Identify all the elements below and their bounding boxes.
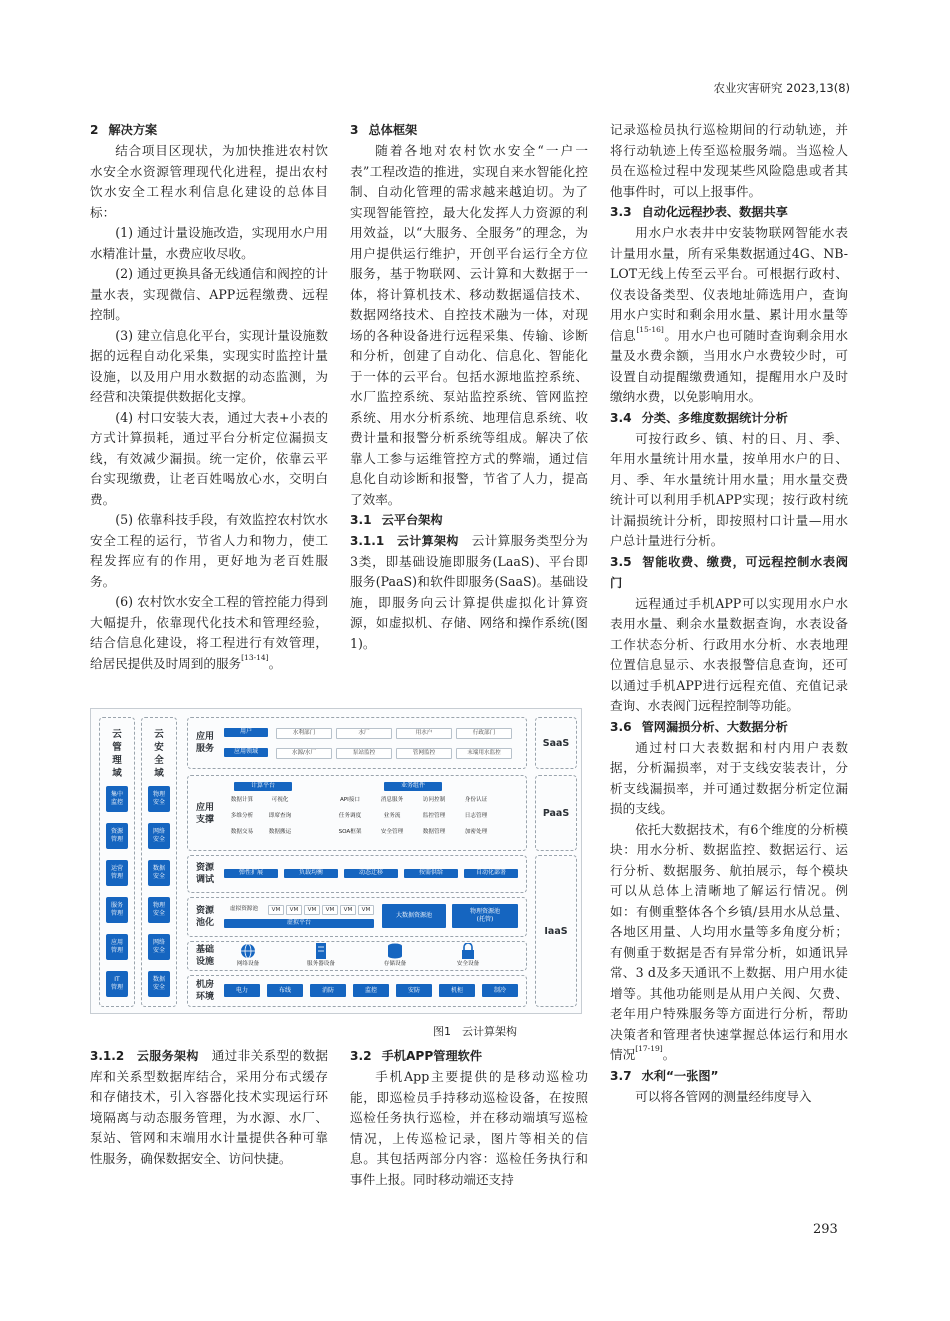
- layer-name-part: 调试: [195, 875, 214, 885]
- citation: [13-14]: [241, 652, 269, 662]
- compute-item: 数据搬运: [268, 829, 292, 835]
- compute-platform-title: 计算平台: [234, 782, 292, 791]
- component-item: 数据管理: [422, 829, 446, 835]
- section-title: 解决方案: [108, 123, 158, 137]
- title-char: 域: [154, 768, 164, 779]
- domain-item: 末端用水监控: [456, 748, 512, 759]
- title-char: 管: [112, 742, 122, 753]
- paragraph-text: 通过非关系型的数据库和关系型数据库结合，采用分布式缓存和存储技术，引入容器化技术实现运行环境隔离与动态服务管理，为水源、水厂、泵站、管网和末端用水计量提供各种可靠性服务，确保数据安全、访问快捷。: [90, 1048, 329, 1166]
- component-item: 访问控制: [422, 797, 446, 803]
- layer-name-part: 资源: [195, 863, 214, 873]
- column-1: [90, 120, 328, 674]
- infra-label: 网络设备: [236, 961, 260, 967]
- section-3-3-heading: [610, 202, 848, 223]
- section-number: 3.2: [350, 1049, 372, 1063]
- title-char: 全: [154, 755, 164, 766]
- section-number: 3: [350, 123, 359, 137]
- infra-label: 存储设备: [383, 961, 407, 967]
- domain-item: 泵站监控: [336, 748, 392, 759]
- component-item: 消息服务: [380, 797, 404, 803]
- layer-application-service: [187, 717, 527, 769]
- title-char: 安: [154, 742, 164, 753]
- section-2-heading: [90, 120, 328, 141]
- section-number: 3.3: [610, 205, 632, 219]
- physical-pool: 物理资源池 (托管): [452, 904, 518, 928]
- paragraph-text: 用水户水表井中安装物联网智能水表计量用水量，所有采集数据通过4G、NB-LOT无线上传至云平台。可根据行政村、仪表设备类型、仪表地址筛选用户，查询用水户实时和剩余用水量、累计用水量等信息: [610, 225, 848, 343]
- subsection-label: 3.1.2 云服务架构: [90, 1049, 199, 1063]
- infra-label: 服务器设备: [307, 961, 335, 967]
- paragraph: [610, 223, 848, 408]
- section-3-2-heading: [350, 1046, 588, 1067]
- layer-name: [192, 731, 218, 755]
- section-title: 手机APP管理软件: [381, 1049, 483, 1063]
- section-number: 3.7: [610, 1068, 632, 1083]
- bottom-column-2: [350, 1046, 588, 1190]
- layer-name-part: 基础: [195, 945, 214, 955]
- user-item: 水利部门: [276, 728, 332, 739]
- component-item: SOA框架: [338, 829, 362, 835]
- column-2: [350, 120, 588, 654]
- component-item: 安全管理: [380, 829, 404, 835]
- room-item: 安防: [396, 984, 432, 997]
- paragraph: (5) 依靠科技手段，有效监控农村饮水安全工程的运行，节省人力和物力，使工程发挥应有的作用，更好地为老百姓服务。: [90, 512, 328, 589]
- user-item: 水厂: [336, 728, 392, 739]
- citation: [17-19]: [635, 1044, 663, 1053]
- server-icon: [314, 943, 328, 959]
- paragraph: (4) 村口安装大表，通过大表+小表的方式计算损耗，通过平台分析定位漏损支线，有效减少漏损。统一定价，依靠云平台实现缴费，让老百姓喝放心水，交明白费。: [90, 409, 328, 507]
- figure-caption: 图1 云计算架构: [433, 1025, 517, 1038]
- page-number: 293: [813, 1222, 838, 1237]
- component-item: 身份认证: [464, 797, 488, 803]
- subsection-label: 3.1.1 云计算架构: [350, 534, 459, 548]
- vm-box: VM: [304, 905, 320, 915]
- tier-iaas: IaaS: [535, 855, 577, 1007]
- layer-name-part: 环境: [195, 992, 214, 1002]
- virtual-platform: 虚拟平台: [224, 919, 374, 928]
- user-item: 行政部门: [456, 728, 512, 739]
- security-item: 物理 安全: [148, 897, 170, 923]
- vm-box: VM: [358, 905, 374, 915]
- security-item: 物理 安全: [148, 786, 170, 812]
- schedule-item: 动态迁移: [344, 869, 398, 878]
- lock-icon: [460, 943, 476, 959]
- room-item: 布线: [267, 984, 303, 997]
- schedule-item: 自动化部署: [464, 869, 518, 878]
- section-title: 分类、多维度数据统计分析: [641, 410, 788, 425]
- mgmt-item: 资源 管理: [106, 823, 128, 849]
- paragraph: 手机App主要提供的是移动巡检功能，即巡检员手持移动巡检设备，在按照巡检任务执行巡检，并在移动端填写巡检情况，上传巡检记录，图片等相关的信息。其包括两部分内容：巡检任务执行和事件上报。同时移动端还支持: [350, 1069, 588, 1187]
- bigdata-pool: 大数据资源池: [382, 904, 446, 928]
- title-char: 域: [112, 768, 122, 779]
- layer-infrastructure: [187, 941, 527, 971]
- paragraph: (3) 建立信息化平台，实现计量设施数据的远程自动化采集，实现实时监控计量设施，以及用户用水数据的动态监测，为经营和决策提供数据化支撑。: [90, 327, 328, 404]
- component-item: 加密处理: [464, 829, 488, 835]
- domain-title: [142, 728, 176, 780]
- component-item: API接口: [339, 797, 361, 803]
- paragraph: 可以将各管网的测量经纬度导入: [635, 1088, 812, 1104]
- component-item: 任务调度: [338, 813, 362, 819]
- cloud-security-domain: [141, 717, 177, 1007]
- vm-box: VM: [322, 905, 338, 915]
- vm-box: VM: [340, 905, 356, 915]
- room-item: 制冷: [482, 984, 518, 997]
- compute-item: 多维分析: [230, 813, 254, 819]
- layer-name-part: 资源: [195, 906, 214, 916]
- paragraph: 记录巡检员执行巡检期间的行动轨迹，并将行动轨迹上传至巡检服务端。当巡检人员在巡检过程中发现某些风险隐患或者其他事件时，可以上报事件。: [610, 122, 848, 199]
- column-3: [610, 120, 848, 1107]
- paragraph-end: 。: [662, 1047, 676, 1062]
- paragraph-text: (6) 农村饮水安全工程的管控能力得到大幅提升，依靠现代化技术和管理经验，结合信息化建设，将工程进行有效管理，给居民提供及时周到的服务: [90, 594, 328, 671]
- security-item: 数据 安全: [148, 860, 170, 886]
- security-item: 网络 安全: [148, 934, 170, 960]
- layer-name-part: 服务: [195, 744, 214, 754]
- user-item: 用水户: [396, 728, 452, 739]
- component-item: 业务流: [383, 813, 401, 819]
- paragraph: (1) 通过计量设施改造，实现用水户用水精准计量，水费应收尽收。: [90, 225, 328, 261]
- layer-name: [192, 944, 218, 968]
- mgmt-item: 服务 管理: [106, 897, 128, 923]
- section-3-4-heading: [610, 408, 848, 429]
- section-3-7-heading: [610, 1066, 848, 1087]
- domain-item: 管网监控: [396, 748, 452, 759]
- section-title: 云平台架构: [381, 513, 443, 527]
- paragraph-text: 云计算服务类型分为3类，即基础设施即服务(LaaS)、平台即服务(PaaS)和软件即服务(SaaS)。基础设施，即服务向云计算提供虚拟化计算资源，如虚拟机、存储、网络和操作系统(图1)。: [350, 533, 589, 651]
- domain-title: [100, 728, 134, 780]
- compute-item: 数据交易: [230, 829, 254, 835]
- layer-machine-room: [187, 975, 527, 1007]
- section-number: 3.4: [610, 410, 632, 425]
- schedule-item: 弹性扩展: [224, 869, 278, 878]
- section-title: 管网漏损分析、大数据分析: [641, 719, 788, 734]
- compute-item: 数据计算: [230, 797, 254, 803]
- cloud-management-domain: [99, 717, 135, 1007]
- domain-label: 应用领域: [224, 748, 268, 757]
- business-component-title: 业务组件: [384, 782, 442, 791]
- room-item: 机柜: [439, 984, 475, 997]
- schedule-item: 负载均衡: [284, 869, 338, 878]
- section-title: 水利“一张图”: [641, 1068, 719, 1083]
- layer-name-part: 池化: [195, 918, 214, 928]
- title-char: 理: [112, 755, 122, 766]
- layer-name: [192, 802, 218, 826]
- section-3-heading: [350, 120, 588, 141]
- mgmt-item: 集中 监控: [106, 786, 128, 812]
- component-item: 监控管理: [422, 813, 446, 819]
- section-3-5-heading: [610, 552, 848, 594]
- section-title: 自动化远程抄表、数据共享: [641, 205, 788, 219]
- storage-icon: [387, 943, 403, 959]
- paragraph: 远程通过手机APP可以实现用水户水表用水量、剩余水量数据查询，水表设备工作状态分析、行政用水分析、水表地理位置信息显示、水表报警信息查询，还可以通过手机APP进行远程充值、充值记录查询、水表阀门远程控制等功能。: [610, 595, 848, 713]
- section-number: 3.5: [610, 554, 632, 569]
- bottom-column-1: [90, 1046, 328, 1169]
- layer-resource-pooling: [187, 897, 527, 937]
- mgmt-item: 应用 管理: [106, 934, 128, 960]
- figure-cloud-architecture: [90, 708, 582, 1014]
- tier-paas: PaaS: [535, 775, 577, 851]
- paragraph: 通过村口大表数据和村内用户表数据，分析漏损率，对于支线安装表计，分析支线漏损率，并可通过数据分析定位漏损的支线。: [610, 739, 848, 816]
- vm-box: VM: [268, 905, 284, 915]
- paragraph: [90, 1046, 328, 1169]
- paragraph-end: 。用水户也可随时查询剩余用水量及水费余额，当用水户水费较少时，可设置自动提醒缴费通知，提醒用水户及时缴纳水费，以免影响用水。: [610, 327, 849, 404]
- mgmt-item: 运营 管理: [106, 860, 128, 886]
- layer-name: [192, 862, 218, 886]
- section-3-6-heading: [610, 717, 848, 738]
- title-char: 云: [112, 729, 122, 740]
- section-number: 3.1: [350, 513, 372, 527]
- security-item: 网络 安全: [148, 823, 170, 849]
- domain-item: 水源/水厂: [276, 748, 332, 759]
- compute-item: 可视化: [271, 797, 289, 803]
- vm-box: VM: [286, 905, 302, 915]
- paragraph-end: 。: [268, 655, 282, 671]
- infra-label: 安全设备: [456, 961, 480, 967]
- user-label: 用户: [224, 728, 268, 737]
- layer-name: [192, 979, 218, 1003]
- layer-name: [192, 905, 218, 929]
- security-item: 数据 安全: [148, 971, 170, 997]
- layer-name-part: 应用: [195, 803, 214, 813]
- layer-name-part: 设施: [195, 957, 214, 967]
- component-item: 日志管理: [464, 813, 488, 819]
- section-number: 3.6: [610, 719, 632, 734]
- paragraph: (2) 通过更换具备无线通信和阀控的计量水表，实现微信、APP远程缴费、远程控制。: [90, 266, 328, 322]
- section-3-1-heading: [350, 510, 588, 531]
- globe-icon: [240, 943, 256, 959]
- tier-saas: SaaS: [535, 717, 577, 769]
- paragraph: 可按行政乡、镇、村的日、月、季、年用水量统计用水量，按单用水户的日、月、季、年水量统计用水量；用水量交费统计可以利用手机APP实现；按行政村统计漏损统计分析，即按照村口计量—用水户总计量进行分析。: [610, 430, 848, 548]
- paragraph: [350, 531, 588, 654]
- virtual-pool-label: 虚拟资源池: [230, 906, 258, 912]
- title-char: 云: [154, 729, 164, 740]
- paragraph-text: 依托大数据技术，有6个维度的分析模块：用水分析、数据监控、数据运行、运行分析、数据服务、航拍展示，每个模块可以从总体上清晰地了解运行情况。例如：有侧重整体各个乡镇/县用水从总量、各地区用量、人均用水量等多角度分析；有侧重于数据是否有异常分析，如通讯异常、3 d及多天通讯不上数据、用户用水徒增等。其他功能则是从用户关阀、欠费、老年用户特殊服务等方面进行分析，帮助决策者和管理者快速掌握总体运行和用水情况: [610, 821, 848, 1062]
- compute-item: 即席查询: [268, 813, 292, 819]
- schedule-item: 按需供给: [404, 869, 458, 878]
- paragraph: 随着各地对农村饮水安全“一户一表”工程改造的推进，实现自来水智能化控制、自动化管理的需求越来越迫切。为了实现智能管控，最大化发挥人力资源的利用效益，以“大服务、全服务”的理念，为用户提供运行维护，开创平台运行全方位服务，基于物联网、云计算和大数据于一体，将计算机技术、移动数据遥信技术、数据网络技术、自控技术融为一体，对现场的各种设备进行远程采集、传输、诊断和分析，创建了自动化、信息化、智能化于一体的云平台。包括水源地监控系统、水厂监控系统、泵站监控系统、管网监控系统、用水分析系统、地理信息系统、收费计量和报警分析系统等组成。解决了依靠人工参与运维管控方式的弊端，通过信息化自动诊断和报警，节省了人力，提高了效率。: [350, 143, 588, 507]
- layer-name-part: 支撑: [195, 815, 214, 825]
- room-item: 电力: [224, 984, 260, 997]
- layer-application-support: [187, 775, 527, 851]
- journal-header: 农业灾害研究 2023,13(8): [713, 81, 850, 95]
- room-item: 监控: [353, 984, 389, 997]
- layer-name-part: 应用: [195, 732, 214, 742]
- layer-name-part: 机房: [195, 980, 214, 990]
- citation: [15-16]: [636, 324, 664, 334]
- paragraph: 结合项目区现状，为加快推进农村饮水安全水资源管理现代化进程，提出农村饮水安全工程水利信息化建设的总体目标：: [90, 143, 328, 220]
- section-title: 智能收费、缴费，可远程控制水表阀门: [610, 554, 848, 590]
- layer-resource-scheduling: [187, 855, 527, 893]
- room-item: 消防: [310, 984, 346, 997]
- section-title: 总体框架: [368, 123, 418, 137]
- paragraph: [90, 592, 328, 674]
- section-number: 2: [90, 123, 99, 137]
- mgmt-item: IT 管理: [106, 971, 128, 997]
